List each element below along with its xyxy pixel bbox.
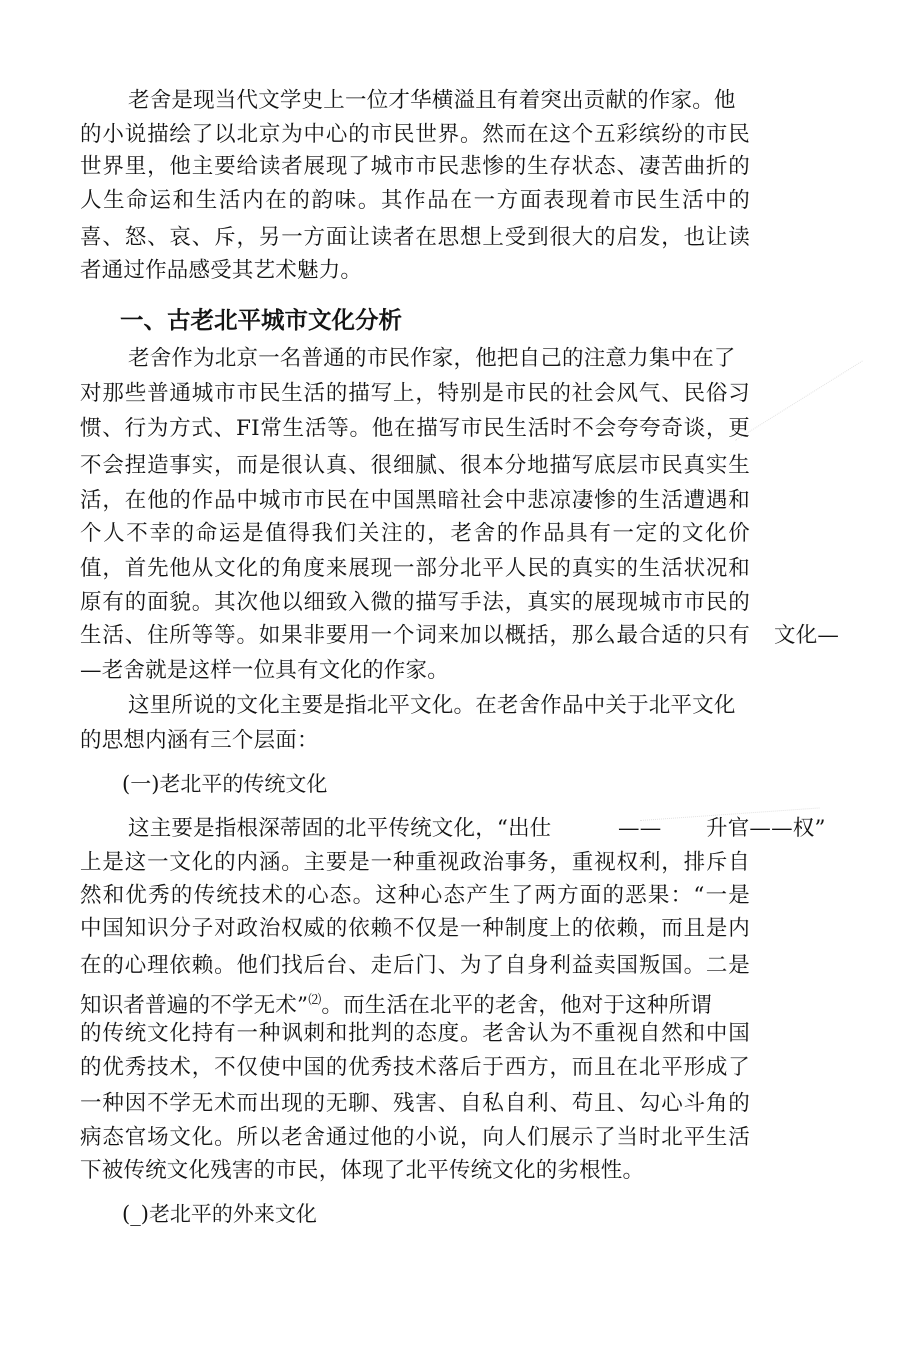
paragraph-line: 的传统文化持有一种讽刺和批判的态度。老舍认为不重视自然和中国 bbox=[80, 1021, 750, 1046]
scan-artifact-line bbox=[735, 361, 863, 441]
margin-word: 文化— bbox=[774, 623, 840, 648]
paragraph-line: 世界里，他主要给读者展现了城市市民悲惨的生存状态、凄苦曲折的 bbox=[80, 154, 750, 179]
paragraph-line: —老舍就是这样一位具有文化的作家。 bbox=[80, 658, 449, 683]
paragraph-line: 值，首先他从文化的角度来展现一部分北平人民的真实的生活状况和 bbox=[80, 556, 750, 581]
citation-text-before: 知识者普遍的不学无术” bbox=[80, 993, 309, 1019]
paragraph-line: 生活、住所等等。如果非要用一个词来加以概括，那么最合适的只有 bbox=[80, 623, 750, 648]
paragraph-line: 老舍是现当代文学史上一位才华横溢且有着突出贡献的作家。他 bbox=[128, 88, 736, 113]
subsection-heading: (一)老北平的传统文化 bbox=[122, 772, 328, 796]
paragraph-line: 病态官场文化。所以老舍通过他的小说，向人们展示了当时北平生活 bbox=[80, 1125, 750, 1150]
paragraph-line: 上是这一文化的内涵。主要是一种重视政治事务，重视权利，排斥自 bbox=[80, 850, 750, 875]
footnote-ref: ⑵ bbox=[308, 993, 322, 1008]
paragraph-line: 人生命运和生活内在的韵味。其作品在一方面表现着市民生活中的 bbox=[80, 188, 750, 213]
section-heading: 一、古老北平城市文化分析 bbox=[120, 306, 402, 334]
paragraph-line: 中国知识分子对政治权威的依赖不仅是一种制度上的依赖，而且是内 bbox=[80, 916, 750, 941]
paragraph-line: 下被传统文化残害的市民，体现了北平传统文化的劣根性。 bbox=[80, 1158, 645, 1183]
paragraph-line: 的小说描绘了以北京为中心的市民世界。然而在这个五彩缤纷的市民 bbox=[80, 122, 750, 147]
paragraph-line: 喜、怒、哀、斥，另一方面让读者在思想上受到很大的启发，也让读 bbox=[80, 225, 750, 250]
paragraph-line: 这主要是指根深蒂固的北平传统文化，“出仕 bbox=[128, 816, 552, 841]
paragraph-line: 这里所说的文化主要是指北平文化。在老舍作品中关于北平文化 bbox=[128, 693, 736, 718]
paragraph-line: 活，在他的作品中城市市民在中国黑暗社会中悲凉凄惨的生活遭遇和 bbox=[80, 488, 750, 513]
paragraph-line: 在的心理依赖。他们找后台、走后门、为了自身利益卖国叛国。二是 bbox=[80, 953, 750, 978]
citation-text-after: 。而生活在北平的老舍，他对于这种所谓 bbox=[321, 993, 713, 1019]
subsection-heading: (_)老北平的外来文化 bbox=[122, 1202, 317, 1226]
paragraph-line: 的优秀技术，不仅使中国的优秀技术落后于西方，而且在北平形成了 bbox=[80, 1055, 750, 1080]
paragraph-line: 者通过作品感受其艺术魅力。 bbox=[80, 258, 363, 283]
paragraph-line: 个人不幸的命运是值得我们关注的，老舍的作品具有一定的文化价 bbox=[80, 521, 750, 546]
paragraph-line: 一种因不学无术而出现的无聊、残害、自私自利、苟且、勾心斗角的 bbox=[80, 1091, 750, 1116]
paragraph-line: 老舍作为北京一名普通的市民作家，他把自己的注意力集中在了 bbox=[128, 346, 736, 371]
paragraph-line: 对那些普通城市市民生活的描写上，特别是市民的社会风气、民俗习 bbox=[80, 381, 750, 406]
paragraph-line: 原有的面貌。其次他以细致入微的描写手法，真实的展现城市市民的 bbox=[80, 590, 750, 615]
paragraph-line: 升官——权” bbox=[706, 816, 826, 841]
paragraph-line: —— bbox=[618, 816, 662, 841]
paragraph-line: 的思想内涵有三个层面： bbox=[80, 728, 319, 753]
paragraph-line: 然和优秀的传统技术的心态。这种心态产生了两方面的恶果：“一是 bbox=[80, 883, 750, 908]
paragraph-line: 不会捏造事实，而是很认真、很细腻、很本分地描写底层市民真实生 bbox=[80, 453, 750, 478]
citation-line bbox=[80, 985, 712, 1022]
paragraph-line: 惯、行为方式、FI常生活等。他在描写市民生活时不会夸夸奇谈，更 bbox=[80, 416, 750, 441]
